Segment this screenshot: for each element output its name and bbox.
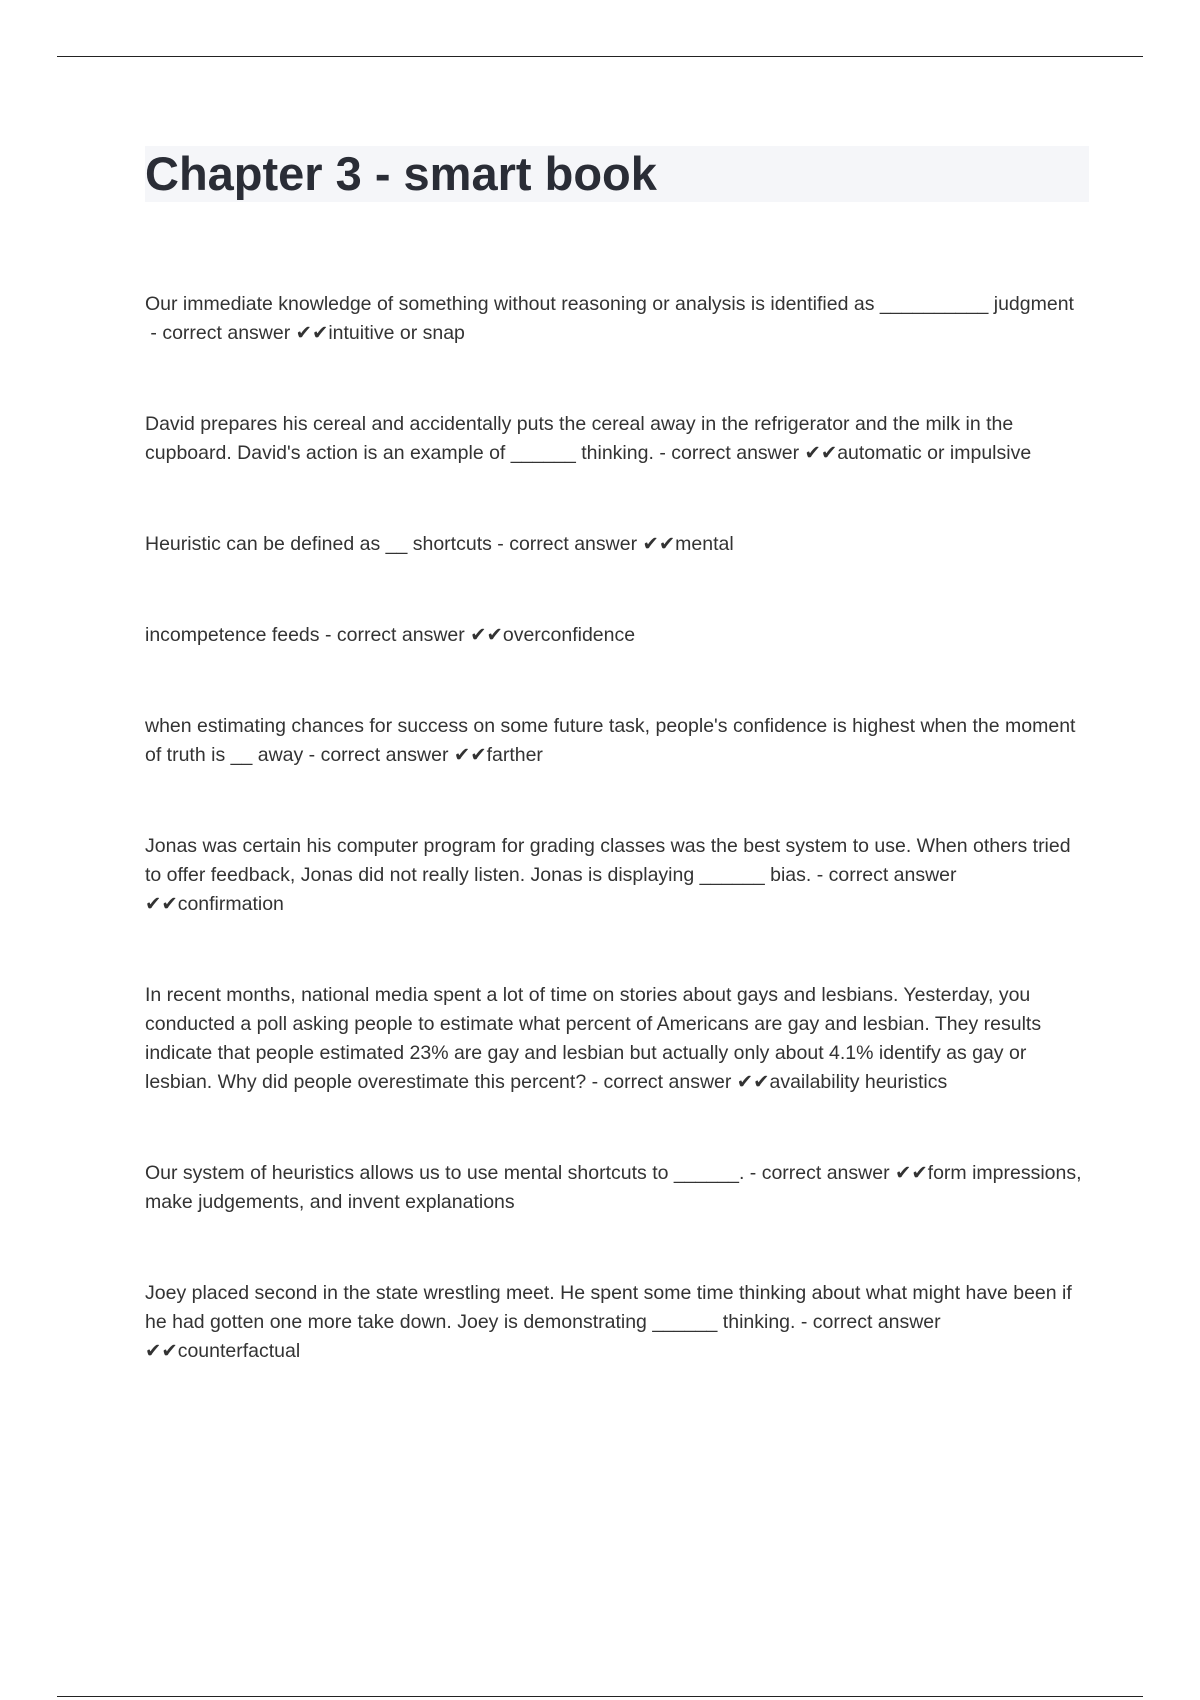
question-text: when estimating chances for success on some future task, people's confidence is highest when the moment of truth is __ away [145,715,1076,766]
question-text: Joey placed second in the state wrestling meet. He spent some time thinking about what might have been if he had gotten one more take down. Joey is demonstrating ______ thinking. [145,1282,1072,1333]
top-divider [57,56,1143,57]
qa-item [145,1279,1085,1366]
qa-list [145,290,1085,1366]
question-text: incompetence feeds [145,624,320,646]
qa-item [145,712,1085,770]
qa-item [145,621,1085,650]
bottom-divider [57,1696,1143,1697]
question-text: David prepares his cereal and accidentally puts the cereal away in the refrigerator and the milk in the cupboard. David's action is an example of ______ thinking. [145,413,1014,464]
answer-text: intuitive or snap [328,322,465,344]
question-text: Heuristic can be defined as __ shortcuts [145,533,492,555]
answer-marker: - correct answer ✔✔ [591,1071,770,1093]
answer-text: counterfactual [177,1340,301,1362]
qa-item [145,1159,1085,1217]
page-title: Chapter 3 - smart book [145,147,657,200]
question-text: Our immediate knowledge of something without reasoning or analysis is identified as __________ judgment [145,293,1074,315]
answer-text: form impressions, make judgements, and invent explanations [145,1162,1082,1213]
qa-item [145,530,1085,559]
answer-marker: - correct answer ✔✔ [308,744,487,766]
qa-item [145,832,1085,919]
question-text: In recent months, national media spent a lot of time on stories about gays and lesbians. Yesterday, you conducted a poll asking people to estimate what percent of Americans are gay and lesbian. They results indicate that people estimated 23% are gay and lesbian but actually only about 4.1% identify as gay or lesbian. Why did people overestimate this percent? [145,984,1042,1093]
answer-marker: - correct answer ✔✔ [324,624,503,646]
answer-marker: - correct answer ✔✔ [145,864,957,915]
answer-text: automatic or impulsive [837,442,1032,464]
answer-text: farther [486,744,543,766]
question-text: Jonas was certain his computer program for grading classes was the best system to use. When others tried to offer feedback, Jonas did not really listen. Jonas is displaying ______ bias. [145,835,1071,886]
answer-text: confirmation [177,893,284,915]
answer-marker: - correct answer ✔✔ [145,1311,941,1362]
answer-text: availability heuristics [769,1071,948,1093]
qa-item [145,290,1085,348]
answer-marker: - correct answer ✔✔ [150,322,329,344]
answer-marker: - correct answer ✔✔ [497,533,676,555]
question-text: Our system of heuristics allows us to use mental shortcuts to ______. [145,1162,745,1184]
answer-text: overconfidence [502,624,636,646]
qa-item [145,410,1085,468]
answer-text: mental [675,533,734,555]
qa-item [145,981,1085,1097]
answer-marker: - correct answer ✔✔ [659,442,838,464]
answer-marker: - correct answer ✔✔ [749,1162,928,1184]
